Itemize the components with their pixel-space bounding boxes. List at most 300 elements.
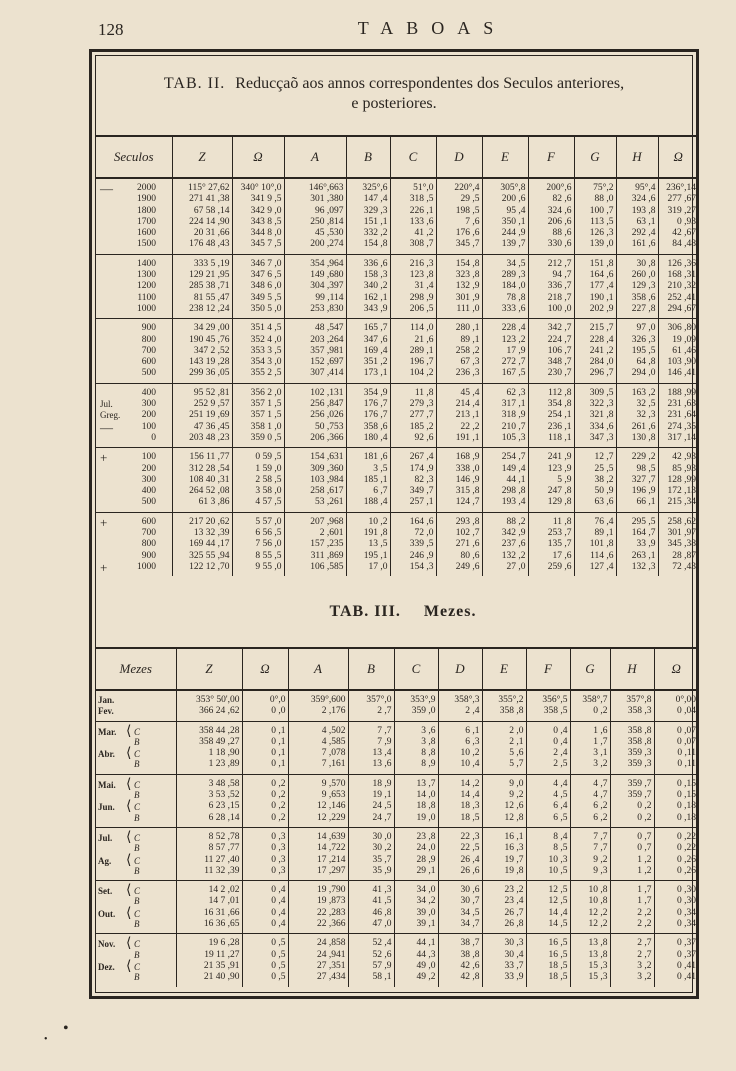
table-value: 359 ,3: [627, 748, 652, 759]
table-value: 0 ,22: [677, 843, 696, 854]
tab3-value-cell: [654, 721, 698, 774]
table-value: 344 8 ,0: [250, 228, 282, 239]
table-value: 32 ,3: [636, 410, 656, 421]
table-value: 41 ,2: [414, 228, 434, 239]
table-value: 106 ,585: [310, 561, 344, 572]
table-value: 25 ,5: [594, 463, 614, 474]
seculo-line: [100, 259, 170, 270]
table-value: 9 ,2: [509, 790, 524, 801]
table-value: 342 ,9: [501, 528, 526, 539]
table-value: 95°,4: [635, 183, 656, 193]
table-value: 168 ,9: [455, 452, 480, 463]
table-value: 33 ,9: [636, 539, 656, 550]
table-value: 218 ,7: [547, 292, 572, 303]
tab3-value-cell: [654, 881, 698, 934]
mes-name: Jan.: [98, 695, 115, 705]
table-value: 0 ,1: [271, 736, 286, 747]
table-value: 0 ,04: [677, 706, 696, 717]
tab2-col-header: Seculos: [96, 136, 172, 178]
table-value: 44 ,3: [416, 949, 436, 960]
table-value: 29 ,5: [460, 194, 480, 205]
mes-name: Jul.: [98, 832, 113, 843]
calendar-code: B: [134, 759, 140, 770]
table-value: 82 ,3: [414, 474, 434, 485]
table-value: 357 1 ,5: [250, 410, 282, 421]
seculo-sign: Jul.: [100, 399, 113, 410]
seculo-sign: —: [100, 419, 113, 435]
table-value: 14 ,4: [548, 907, 568, 918]
table-value: 48 ,547: [315, 323, 344, 334]
table-value: 315 ,8: [455, 486, 480, 497]
table-value: 1 23 ,89: [208, 759, 240, 770]
tab2-value-cell: [436, 512, 482, 576]
table-value: 359 ,3: [627, 759, 652, 770]
table-value: 103 ,90: [667, 357, 696, 368]
seculo-year: 700: [141, 345, 156, 356]
table-value: 0 ,93: [677, 216, 696, 227]
seculo-line: [100, 194, 170, 205]
table-value: 1 ,2: [637, 854, 652, 865]
table-value: 353° 50',00: [195, 695, 240, 705]
table-value: 0 ,4: [271, 885, 286, 896]
table-value: 2 ,4: [465, 706, 480, 717]
table-value: 12 ,2: [588, 919, 608, 930]
table-value: 274 ,35: [667, 421, 696, 432]
table-value: 317 ,1: [501, 399, 526, 410]
table-value: 113 ,5: [590, 216, 614, 227]
table-value: 330 ,6: [547, 239, 572, 250]
calendar-code: C: [134, 908, 141, 919]
table-value: 348 ,7: [547, 357, 572, 368]
table-value: 258 ,62: [667, 516, 696, 527]
table-value: 17 ,9: [506, 345, 526, 356]
table-value: 284 ,0: [589, 357, 614, 368]
table-value: 95 52 ,81: [193, 387, 230, 398]
table-value: 1 ,7: [637, 896, 652, 907]
table-value: 114 ,0: [410, 323, 434, 334]
mes-line: [98, 790, 174, 801]
seculo-year: 500: [141, 368, 156, 379]
table-value: 347 6 ,5: [250, 270, 282, 281]
table-value: 309 ,5: [589, 387, 614, 398]
table-value: 324 ,6: [631, 194, 656, 205]
table-value: 154 ,8: [455, 258, 480, 269]
tab3-value-cell: [526, 881, 570, 934]
table-value: 154 ,3: [409, 561, 434, 572]
table-value: 154 ,8: [363, 239, 388, 250]
table-value: 0 59 ,5: [255, 452, 282, 463]
table-value: 334 ,6: [589, 421, 614, 432]
tab2-title: [96, 74, 692, 114]
table-value: 4 57 ,5: [255, 497, 282, 508]
mes-bracket: ⟨: [126, 883, 132, 899]
mes-line: [98, 759, 174, 770]
table-value: 193 ,4: [501, 497, 526, 508]
table-value: 143 19 ,28: [189, 357, 230, 368]
table-value: 41 ,3: [372, 885, 392, 896]
seculo-year: 600: [141, 357, 156, 368]
table-value: 14 7 ,01: [208, 896, 240, 907]
tab3-value-cell: [654, 774, 698, 827]
seculo-line: [100, 368, 170, 379]
table-value: 10 ,3: [548, 854, 568, 865]
table-value: 12 ,5: [548, 885, 568, 896]
table-value: 246 ,9: [409, 550, 434, 561]
table-value: 21 35 ,91: [203, 960, 240, 971]
tab2-col-header: B: [346, 136, 390, 178]
table-value: 127 ,4: [589, 561, 614, 572]
calendar-code: B: [134, 949, 140, 960]
table-value: 0 ,2: [593, 706, 608, 717]
tab2-value-cell: [574, 383, 616, 447]
table-value: 325°,6: [362, 183, 388, 193]
seculo-line: [100, 357, 170, 368]
tab2-value-cell: [616, 254, 658, 318]
mes-name: Set.: [98, 886, 113, 897]
table-value: 216 ,3: [409, 258, 434, 269]
table-value: 196 ,9: [631, 486, 656, 497]
table-value: 45 ,4: [460, 387, 480, 398]
mes-line: [98, 813, 174, 824]
table-value: 342 ,7: [547, 323, 572, 334]
table-value: 236 ,1: [547, 421, 572, 432]
tab3-value-cell: [438, 721, 482, 774]
table-value: 38 ,8: [460, 949, 480, 960]
table-value: 3 ,2: [593, 759, 608, 770]
table-value: 98 ,5: [636, 463, 656, 474]
table-value: 67 ,3: [460, 357, 480, 368]
table-value: 167 ,5: [501, 368, 526, 379]
tab2-value-cell: [528, 319, 574, 383]
table-value: 333 5 ,19: [193, 258, 230, 269]
seculo-line: [100, 281, 170, 292]
table-value: 22 ,283: [317, 907, 346, 918]
tab3-value-cell: [610, 934, 654, 987]
table-value: 9 ,653: [321, 790, 346, 801]
seculo-year: 0: [151, 432, 156, 443]
table-value: 34 ,2: [416, 896, 436, 907]
seculo-year: 300: [141, 399, 156, 410]
table-value: 30 ,0: [372, 831, 392, 842]
table-value: 26 ,6: [460, 865, 480, 876]
tab3-value-cell: [348, 690, 394, 721]
table-value: 174 ,9: [409, 463, 434, 474]
table-value: 0 ,41: [677, 972, 696, 983]
tab2-value-cell: [172, 512, 232, 576]
table-value: 212 ,7: [547, 258, 572, 269]
table-value: 3 48 ,58: [208, 778, 240, 789]
calendar-code: C: [134, 832, 141, 843]
tab3-value-cell: [570, 774, 610, 827]
seculos-cell: [96, 512, 172, 576]
table-value: 3 ,8: [421, 736, 436, 747]
table-value: 299 36 ,05: [189, 368, 230, 379]
table-value: 195 ,5: [631, 345, 656, 356]
seculo-line: [100, 528, 170, 539]
seculo-year: 100: [141, 452, 156, 463]
table-value: 105 ,3: [501, 432, 526, 443]
table-value: 30 ,7: [460, 896, 480, 907]
tab2-value-cell: [172, 254, 232, 318]
table-value: 112 ,8: [548, 387, 572, 398]
table-value: 7 ,6: [465, 216, 480, 227]
table-value: 8 ,5: [553, 843, 568, 854]
tab2-value-cell: [346, 448, 390, 512]
seculo-year: 1000: [137, 303, 156, 314]
seculo-line: [100, 323, 170, 334]
table-value: 151 ,8: [589, 258, 614, 269]
table-value: 342 9 ,0: [250, 205, 282, 216]
table-value: 39 ,0: [416, 907, 436, 918]
table-value: 340 ,2: [363, 281, 388, 292]
table-value: 353°,9: [410, 695, 436, 705]
tab2-value-cell: [390, 178, 436, 254]
table-value: 49 ,2: [416, 972, 436, 983]
seculo-year: 1500: [137, 239, 156, 250]
table-value: 267 ,4: [409, 452, 434, 463]
tab3-table: [96, 647, 698, 987]
seculos-cell: [96, 448, 172, 512]
table-value: 210 ,32: [667, 281, 696, 292]
table-value: 357°,8: [626, 695, 652, 705]
table-value: 200 ,274: [310, 239, 344, 250]
seculo-line: [100, 206, 170, 217]
tab3-value-cell: [176, 774, 242, 827]
table-value: 18 ,9: [372, 778, 392, 789]
table-value: 177 ,4: [589, 281, 614, 292]
tab2-value-cell: [390, 383, 436, 447]
seculo-year: 400: [141, 486, 156, 497]
tab3-col-header: Mezes: [96, 648, 176, 690]
tab2-value-cell: [528, 448, 574, 512]
seculo-line: [100, 450, 170, 466]
seculo-sign: +: [100, 514, 108, 530]
tab3-col-header: G: [570, 648, 610, 690]
calendar-code: C: [134, 749, 141, 760]
calendar-code: B: [134, 843, 140, 854]
table-value: 30 ,2: [372, 843, 392, 854]
table-value: 264 52 ,08: [189, 486, 230, 497]
table-value: 42 ,67: [672, 228, 696, 239]
table-value: 0 ,26: [677, 865, 696, 876]
table-value: 358 ,8: [627, 736, 652, 747]
table-value: 9 55 ,0: [255, 561, 282, 572]
stray-mark: •: [63, 1020, 69, 1037]
seculo-line: [100, 270, 170, 281]
table-value: 9 ,3: [593, 865, 608, 876]
table-value: 309 ,360: [310, 463, 344, 474]
table-value: 6 ,3: [465, 736, 480, 747]
seculo-line: [100, 486, 170, 497]
table-value: 6 ,7: [373, 486, 388, 497]
table-value: 16 ,3: [504, 843, 524, 854]
table-value: 7 ,7: [593, 831, 608, 842]
table-value: 22 ,2: [460, 421, 480, 432]
tab3-value-cell: [288, 934, 348, 987]
table-value: 12 ,7: [594, 452, 614, 463]
table-value: 271 ,6: [455, 539, 480, 550]
table-value: 0 ,2: [271, 801, 286, 812]
tab3-value-cell: [482, 881, 526, 934]
table-value: 351 4 ,5: [250, 323, 282, 334]
table-value: 0 ,11: [677, 748, 696, 759]
tab3-value-cell: [394, 881, 438, 934]
seculos-cell: [96, 383, 172, 447]
tab3-row-group: [96, 827, 698, 880]
table-value: 7 ,9: [377, 736, 392, 747]
table-value: 306 ,80: [667, 323, 696, 334]
table-value: 168 ,31: [667, 270, 696, 281]
table-value: 4 ,5: [553, 790, 568, 801]
table-value: 358 44 ,28: [199, 725, 240, 736]
table-value: 44 ,1: [416, 938, 436, 949]
table-value: 128 ,99: [667, 474, 696, 485]
table-value: 30 ,4: [504, 949, 524, 960]
mes-bracket: ⟨: [126, 852, 132, 868]
table-value: 195 ,1: [363, 550, 388, 561]
table-value: 28 ,87: [672, 550, 696, 561]
table-value: 0 ,2: [637, 801, 652, 812]
table-value: 259 ,6: [547, 561, 572, 572]
tab2-value-cell: [172, 448, 232, 512]
table-value: 11 32 ,39: [204, 865, 240, 876]
table-value: 327 ,7: [631, 474, 656, 485]
mes-bracket: ⟨: [126, 746, 132, 762]
table-value: 340° 10°,0: [240, 183, 282, 193]
tab2-value-cell: [616, 448, 658, 512]
table-value: 358 49 ,27: [199, 736, 240, 747]
table-value: 0 ,4: [553, 725, 568, 736]
table-value: 45 ,530: [315, 228, 344, 239]
table-value: 301 ,97: [667, 528, 696, 539]
tab3-value-cell: [242, 881, 288, 934]
table-value: 2 ,601: [319, 528, 344, 539]
table-value: 9 ,570: [321, 778, 346, 789]
table-value: 336 ,6: [363, 258, 388, 269]
table-value: 347 2 ,52: [193, 345, 230, 356]
tab3-value-cell: [394, 690, 438, 721]
table-value: 339 ,5: [409, 539, 434, 550]
table-value: 237 ,6: [501, 539, 526, 550]
table-value: 236 ,3: [455, 368, 480, 379]
tab3-col-header: Z: [176, 648, 242, 690]
table-value: 325 55 ,94: [189, 550, 230, 561]
tab3-label: TAB. III.: [329, 603, 401, 620]
table-value: 324 ,6: [547, 205, 572, 216]
mes-line: [98, 852, 174, 868]
table-value: 0 ,07: [677, 736, 696, 747]
tab3-value-cell: [570, 721, 610, 774]
tab2-value-cell: [390, 448, 436, 512]
table-value: 24 ,858: [317, 938, 346, 949]
tab2-row-group: [96, 512, 698, 576]
table-value: 224 14 ,90: [189, 216, 230, 227]
tab3-value-cell: [526, 934, 570, 987]
mes-line: [98, 695, 174, 706]
tab2-col-header: H: [616, 136, 658, 178]
table-value: 16 31 ,66: [203, 907, 240, 918]
table-value: 63 ,1: [636, 216, 656, 227]
table-value: 123 ,2: [501, 334, 526, 345]
table-value: 0 ,2: [271, 812, 286, 823]
table-value: 19 ,790: [317, 885, 346, 896]
table-value: 0 ,18: [677, 812, 696, 823]
tab3-value-cell: [482, 690, 526, 721]
table-value: 200 ,6: [501, 194, 526, 205]
table-value: 11 27 ,40: [204, 854, 240, 865]
table-value: 321 ,8: [589, 410, 614, 421]
table-value: 247 ,8: [547, 486, 572, 497]
tab3-value-cell: [348, 721, 394, 774]
tab2-table: [96, 135, 698, 576]
table-value: 100 ,0: [547, 303, 572, 314]
tab2-row-group: [96, 448, 698, 512]
table-value: 277 ,7: [409, 410, 434, 421]
tab3-value-cell: [394, 721, 438, 774]
mes-line: [98, 706, 174, 717]
table-value: 292 ,4: [631, 228, 656, 239]
table-value: 0 ,26: [677, 854, 696, 865]
tab2-value-cell: [346, 319, 390, 383]
mes-line: [98, 776, 174, 792]
page-number: 128: [98, 20, 124, 39]
table-value: 185 ,1: [363, 474, 388, 485]
tab2-value-cell: [528, 254, 574, 318]
table-value: 318 ,5: [409, 194, 434, 205]
tab2-value-cell: [232, 319, 284, 383]
table-value: 176 ,7: [363, 399, 388, 410]
table-value: 13 ,4: [372, 748, 392, 759]
seculo-line: [100, 239, 170, 250]
table-value: 358 ,5: [543, 706, 568, 717]
table-value: 146 ,9: [455, 474, 480, 485]
mes-name: Ag.: [98, 855, 112, 866]
tab3-col-header: H: [610, 648, 654, 690]
tab3-value-cell: [610, 827, 654, 880]
tab2-title-line1: Reducçaõ aos annos correspondentes dos Seculos anteriores,: [235, 75, 625, 92]
calendar-code: B: [134, 790, 140, 801]
tab2-row-group: [96, 178, 698, 254]
mes-name: Out.: [98, 908, 116, 919]
table-value: 322 ,3: [589, 399, 614, 410]
tab3-value-cell: [438, 881, 482, 934]
table-value: 323 ,8: [455, 270, 480, 281]
table-value: 146°,663: [308, 183, 344, 193]
mes-line: [98, 723, 174, 739]
table-value: 58 ,1: [372, 972, 392, 983]
table-value: 355 2 ,5: [250, 368, 282, 379]
table-value: 130 ,8: [631, 432, 656, 443]
table-value: 13 ,6: [372, 759, 392, 770]
table-value: 81 55 ,47: [193, 292, 230, 303]
mes-name: Nov.: [98, 939, 116, 950]
table-value: 132 ,2: [501, 550, 526, 561]
table-value: 343 ,9: [363, 303, 388, 314]
table-value: 3 ,2: [637, 972, 652, 983]
table-value: 9 ,2: [593, 854, 608, 865]
calendar-code: B: [134, 896, 140, 907]
table-value: 18 ,5: [548, 972, 568, 983]
tab3-value-cell: [482, 827, 526, 880]
tab3-row-group: [96, 881, 698, 934]
table-value: 0 ,2: [271, 790, 286, 801]
table-value: 6 56 ,5: [255, 528, 282, 539]
table-value: 359 ,7: [627, 790, 652, 801]
mes-name: Fev.: [98, 706, 114, 717]
seculo-year: 1300: [137, 270, 156, 281]
seculo-line: [100, 304, 170, 315]
table-value: 92 ,6: [414, 432, 434, 443]
